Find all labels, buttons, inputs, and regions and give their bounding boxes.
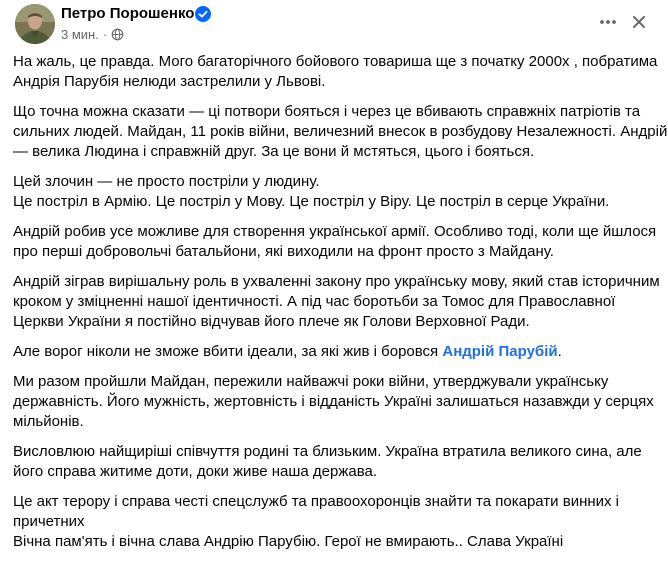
more-options-button[interactable] xyxy=(596,10,620,34)
post-text xyxy=(13,52,668,562)
avatar[interactable] xyxy=(15,4,55,44)
text-line: причетних xyxy=(13,513,85,530)
text-line: Церкви України я постійно відчував його плече як Голови Верховної Ради. xyxy=(13,313,530,330)
text-line: Андрій зіграв вирішальну роль в ухваленні закону про українську мову, який став історичним xyxy=(13,273,660,290)
text-line: його справа житиме доти, доки живе наша держава. xyxy=(13,463,378,480)
post-header xyxy=(0,0,668,50)
paragraph-5 xyxy=(13,272,658,332)
paragraph-4 xyxy=(13,222,658,262)
avatar-photo xyxy=(15,4,55,44)
text-line: кроком у зміцненні нашої ідентичності. А під час боротьби за Томос для Православної xyxy=(13,293,616,310)
post-meta xyxy=(61,27,124,42)
text-after-mention: . xyxy=(557,343,562,360)
text-line: На жаль, це правда. Мого багаторічного бойового товариша ще з початку 2000х , побратима xyxy=(13,53,658,70)
text-line: Андрій робив усе можливе для створення української армії. Особливо тоді, коли ще йшлося xyxy=(13,223,657,240)
text-line: Висловлюю найщиріші співчуття родині та близьким. Україна втратила великого сина, але xyxy=(13,443,642,460)
paragraph-6 xyxy=(13,342,658,362)
mention-link[interactable]: Андрій Парубій xyxy=(442,343,558,360)
text-line xyxy=(13,342,658,362)
meta-separator: · xyxy=(102,27,108,42)
text-line: Вічна пам'ять і вічна слава Андрію Парубію. Герої не вмирають.. Слава Україні xyxy=(13,533,564,550)
close-button[interactable] xyxy=(627,10,651,34)
verified-badge-icon xyxy=(195,6,211,22)
text-line: сильних людей. Майдан, 11 років війни, величезний внесок в розбудову Незалежності. Андрій xyxy=(13,123,668,140)
more-horizontal-icon xyxy=(598,12,618,32)
post-time[interactable]: 3 мин. xyxy=(61,27,99,42)
paragraph-1 xyxy=(13,52,658,92)
author-name[interactable]: Петро Порошенко xyxy=(61,5,195,22)
text-line: Ми разом пройшли Майдан, пережили найважчі роки війни, утверджували українську xyxy=(13,373,609,390)
paragraph-9 xyxy=(13,492,658,552)
text-line: про перші добровольчі батальйони, які виходили на фронт просто з Майдану. xyxy=(13,243,554,260)
text-line: Андрія Парубія нелюди застрелили у Львові. xyxy=(13,73,326,90)
text-line: державність. Його мужність, жертовність і відданість Україні залишаться назавжди у серцях xyxy=(13,393,654,410)
text-line: Це акт терору і справа честі спецслужб та правоохоронців знайти та покарати винних і xyxy=(13,493,620,510)
text-line: — велика Людина і справжній друг. За це вони й мстяться, цього і бояться. xyxy=(13,143,535,160)
paragraph-2 xyxy=(13,102,668,162)
text-before-mention: Але ворог ніколи не зможе вбити ідеали, за які жив і боровся xyxy=(13,343,443,360)
globe-icon[interactable] xyxy=(111,28,124,41)
paragraph-7 xyxy=(13,372,658,432)
paragraph-8 xyxy=(13,442,658,482)
text-line: Що точна можна сказати — ці потвори бояться і через це вбивають справжніх патріотів та xyxy=(13,103,641,120)
text-line: мільйонів. xyxy=(13,413,84,430)
text-line: Це постріл в Армію. Це постріл у Мову. Це постріл у Віру. Це постріл в серце України. xyxy=(13,193,610,210)
paragraph-3 xyxy=(13,172,658,212)
text-line: Цей злочин — не просто постріли у людину. xyxy=(13,173,320,190)
close-icon xyxy=(629,12,649,32)
